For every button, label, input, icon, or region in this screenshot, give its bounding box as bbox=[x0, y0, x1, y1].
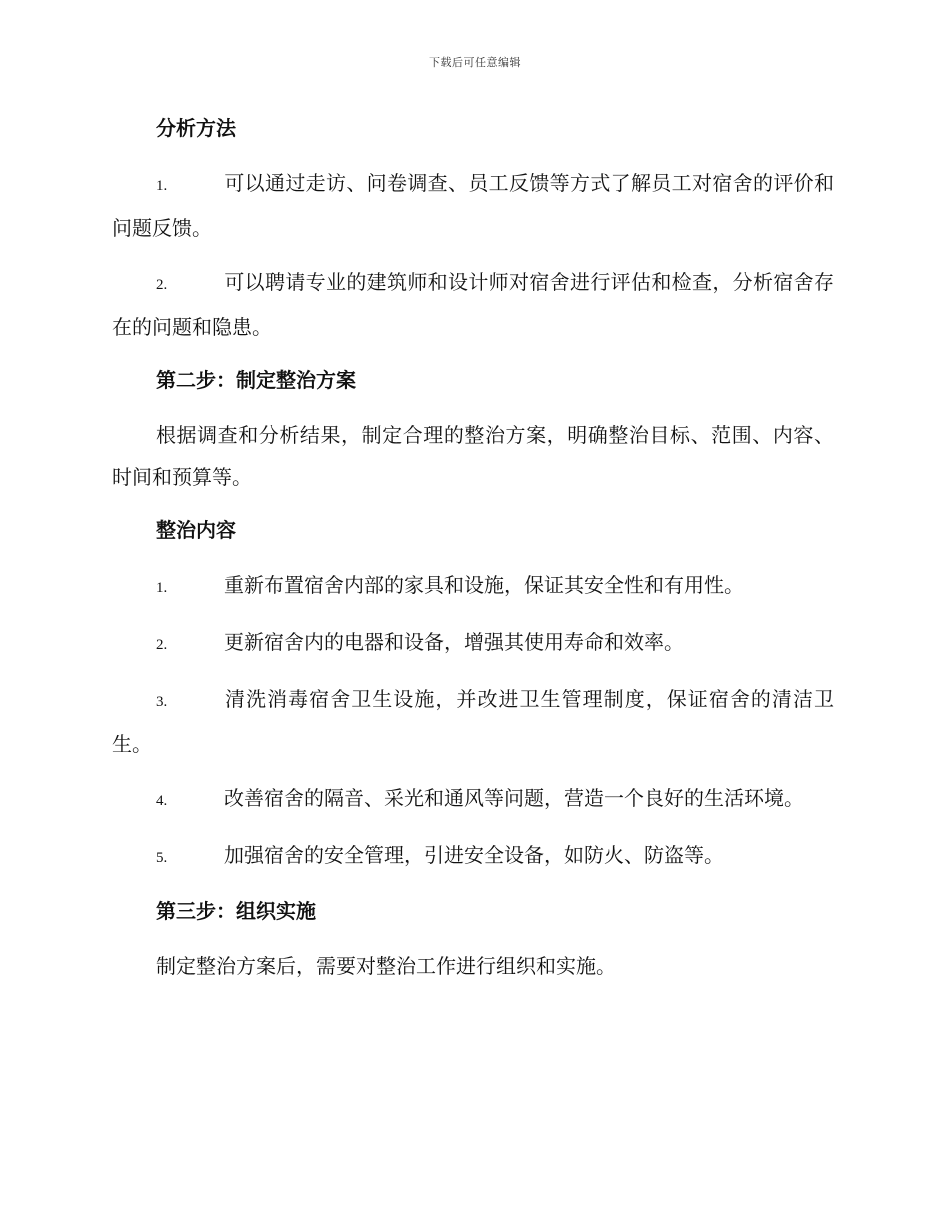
section-heading-analysis: 分析方法 bbox=[156, 116, 236, 140]
list-item-number: 2. bbox=[156, 277, 168, 293]
paragraph-step2: 根据调查和分析结果，制定合理的整治方案，明确整治目标、范围、内容、时间和预算等。 bbox=[112, 423, 834, 489]
list-item-text: 可以聘请专业的建筑师和设计师对宿舍进行评估和检查，分析宿舍存在的问题和隐患。 bbox=[112, 270, 834, 339]
list-item-number: 3. bbox=[156, 694, 168, 710]
list-item-text: 更新宿舍内的电器和设备，增强其使用寿命和效率。 bbox=[224, 630, 684, 654]
list-item bbox=[112, 261, 834, 348]
page-header-note: 下载后可任意编辑 bbox=[429, 56, 521, 69]
list-item-text: 可以通过走访、问卷调查、员工反馈等方式了解员工对宿舍的评价和问题反馈。 bbox=[112, 171, 834, 240]
section-heading-content: 整治内容 bbox=[156, 518, 236, 542]
list-item-number: 2. bbox=[156, 637, 168, 653]
list-item-text: 清洗消毒宿舍卫生设施，并改进卫生管理制度，保证宿舍的清洁卫生。 bbox=[112, 687, 834, 756]
list-item bbox=[112, 162, 834, 249]
list-item-number: 1. bbox=[156, 580, 168, 596]
paragraph-step3: 制定整治方案后，需要对整治工作进行组织和实施。 bbox=[156, 954, 616, 978]
list-item-number: 5. bbox=[156, 850, 168, 866]
section-heading-step3: 第三步：组织实施 bbox=[156, 899, 316, 923]
document-body bbox=[112, 108, 834, 999]
list-item bbox=[112, 777, 834, 822]
list-item-text: 重新布置宿舍内部的家具和设施，保证其安全性和有用性。 bbox=[224, 573, 744, 597]
list-item-number: 4. bbox=[156, 793, 168, 809]
section-heading-step2: 第二步：制定整治方案 bbox=[156, 368, 356, 392]
list-item-text: 加强宿舍的安全管理，引进安全设备，如防火、防盗等。 bbox=[224, 843, 724, 867]
list-item-text: 改善宿舍的隔音、采光和通风等问题，营造一个良好的生活环境。 bbox=[224, 786, 804, 810]
list-item bbox=[112, 564, 834, 609]
list-item bbox=[112, 834, 834, 879]
list-item bbox=[112, 678, 834, 765]
list-item bbox=[112, 621, 834, 666]
list-item-number: 1. bbox=[156, 178, 168, 194]
